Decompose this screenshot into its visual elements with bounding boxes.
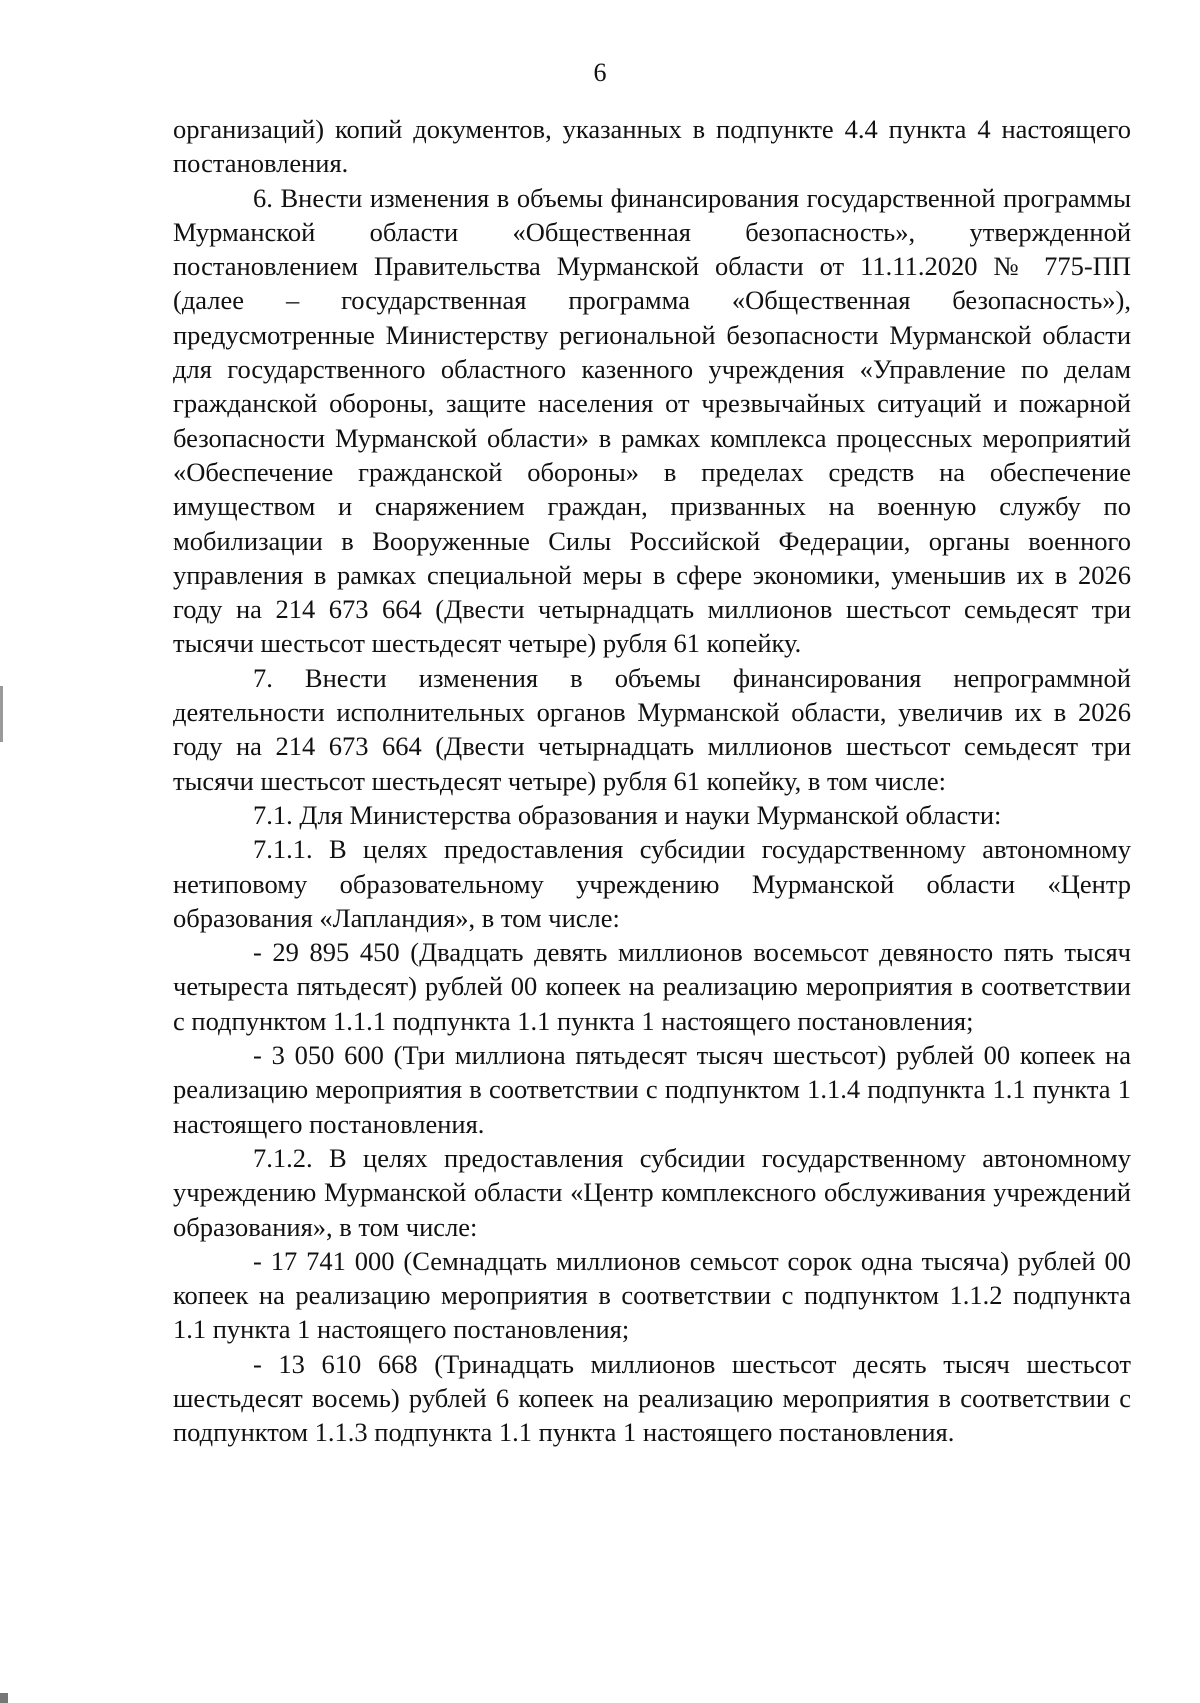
scan-margin-mark: [0, 686, 3, 742]
paragraph-amount-17741000: - 17 741 000 (Семнадцать миллионов семьсот сорок одна тысяча) рублей 00 копеек на реализацию мероприятия в соответствии с подпунктом 1.1.2 подпункта 1.1 пункта 1 настоящего постановления;: [173, 1245, 1131, 1345]
paragraph-amount-29895450: - 29 895 450 (Двадцать девять миллионов восемьсот девяносто пять тысяч четыреста пятьдесят) рублей 00 копеек на реализацию мероприятия в соответствии с подпунктом 1.1.1 подпункта 1.1 пункта 1 настоящего постановления;: [173, 937, 1131, 1036]
paragraph-item-7-1-2: 7.1.2. В целях предоставления субсидии государственному автономному учреждению Мурманской области «Центр комплексного обслуживания учреждений образования», в том числе:: [173, 1142, 1131, 1242]
scan-corner-mark: [0, 1693, 8, 1703]
document-body: [173, 112, 1131, 1450]
paragraph-item-7-1: 7.1. Для Министерства образования и науки Мурманской области:: [253, 799, 1002, 830]
paragraph-item-6: 6. Внести изменения в объемы финансирования государственной программы Мурманской области «Общественная безопасность», утвержденной постановлением Правительства Мурманской области от 11.11.2020 № 775-ПП (далее – государственная программа «Общественная безопасность»), предусмотренные Министерству региональной безопасности Мурманской области для государственного областного казенного учреждения «Управление по делам гражданской обороны, защите населения от чрезвычайных ситуаций и пожарной безопасности Мурманской области» в рамках комплекса процессных мероприятий «Обеспечение гражданской обороны» в пределах средств на обеспечение имуществом и снаряжением граждан, призванных на военную службу по мобилизации в Вооруженные Силы Российской Федерации, органы военного управления в рамках специальной меры в сфере экономики, уменьшив их в 2026 году на 214 673 664 (Двести четырнадцать миллионов шестьсот семьдесят три тысячи шестьсот шестьдесят четыре) рубля 61 копейку.: [173, 182, 1131, 659]
paragraph-continuation: организаций) копий документов, указанных в подпункте 4.4 пункта 4 настоящего постановления.: [173, 114, 1131, 179]
page-number: 6: [593, 58, 607, 87]
paragraph-item-7-1-1: 7.1.1. В целях предоставления субсидии государственному автономному нетиповому образовательному учреждению Мурманской области «Центр образования «Лапландия», в том числе:: [173, 834, 1131, 933]
paragraph-item-7: 7. Внести изменения в объемы финансирования непрограммной деятельности исполнительных органов Мурманской области, увеличив их в 2026 году на 214 673 664 (Двести четырнадцать миллионов шестьсот семьдесят три тысячи шестьсот шестьдесят четыре) рубля 61 копейку, в том числе:: [173, 662, 1131, 796]
paragraph-amount-13610668: - 13 610 668 (Тринадцать миллионов шестьсот десять тысяч шестьсот шестьдесят восемь) рублей 6 копеек на реализацию мероприятия в соответствии с подпунктом 1.1.3 подпункта 1.1 пункта 1 настоящего постановления.: [173, 1348, 1131, 1448]
paragraph-amount-3050600: - 3 050 600 (Три миллиона пятьдесят тысяч шестьсот) рублей 00 копеек на реализацию мероприятия в соответствии с подпунктом 1.1.4 подпункта 1.1 пункта 1 настоящего постановления.: [173, 1040, 1131, 1139]
